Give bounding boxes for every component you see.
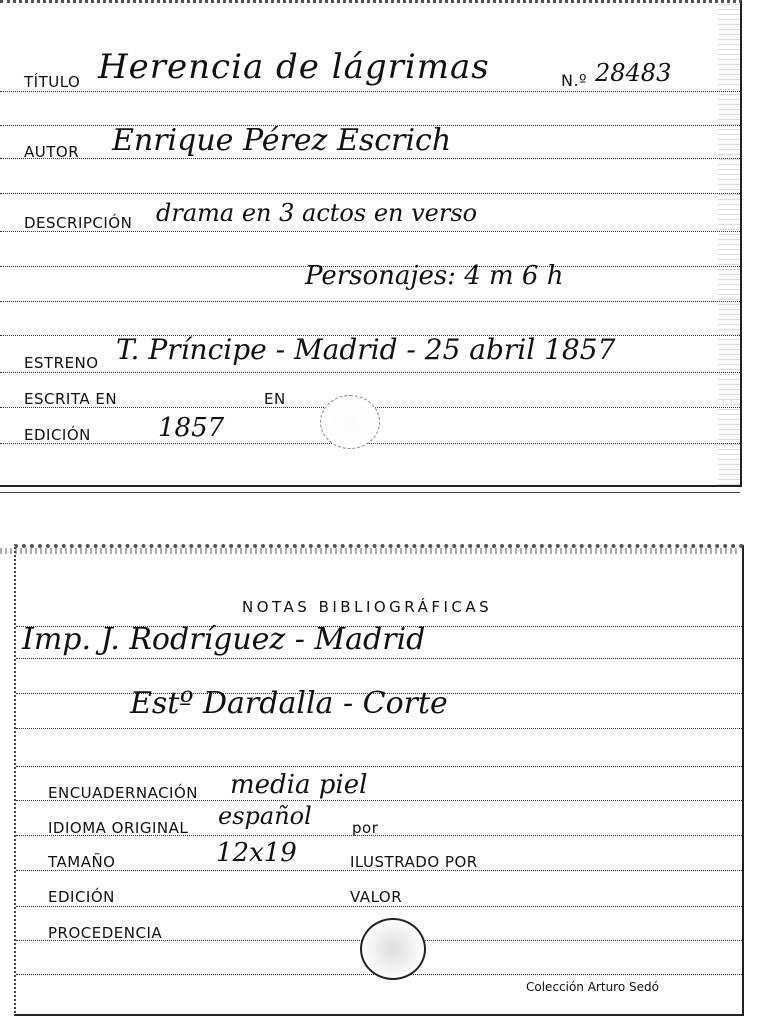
tamano-value: 12x19	[216, 838, 297, 868]
nota-1: Imp. J. Rodríguez - Madrid	[22, 622, 426, 657]
rule-line	[0, 301, 740, 302]
ink-stamp	[360, 918, 426, 980]
autor-label: AUTOR	[24, 143, 80, 161]
estreno-label: ESTRENO	[24, 354, 99, 372]
scan-noise	[718, 3, 740, 485]
encuadernacion-label: ENCUADERNACIÓN	[48, 784, 199, 802]
rule-line	[16, 728, 742, 729]
ilustrado-label: ILUSTRADO POR	[350, 853, 478, 871]
procedencia-label: PROCEDENCIA	[48, 924, 163, 942]
titulo-label: TÍTULO	[24, 73, 81, 91]
escrita-en-label: ESCRITA EN	[24, 390, 118, 408]
edicion-value: 1857	[158, 413, 225, 443]
edicion-label: EDICIÓN	[48, 888, 115, 906]
notas-heading: NOTAS BIBLIOGRÁFICAS	[242, 598, 493, 616]
valor-label: VALOR	[350, 888, 403, 906]
descripcion-label: DESCRIPCIÓN	[24, 214, 133, 232]
faded-stamp	[320, 395, 380, 449]
numero-value: 28483	[595, 59, 672, 87]
catalog-card-top	[0, 0, 742, 487]
rule-line	[0, 91, 740, 92]
estreno-value: T. Príncipe - Madrid - 25 abril 1857	[116, 333, 616, 366]
rule-line	[16, 658, 742, 659]
idioma-value: español	[218, 802, 312, 830]
collection-footer: Colección Arturo Sedó	[526, 980, 659, 994]
encuadernacion-value: media piel	[230, 770, 368, 800]
card-separator	[0, 492, 740, 493]
por-label: por	[352, 819, 379, 837]
rule-line	[0, 158, 740, 159]
idioma-label: IDIOMA ORIGINAL	[48, 819, 189, 837]
rule-line	[0, 443, 740, 444]
descripcion-value: drama en 3 actos en verso	[156, 199, 478, 227]
titulo-value: Herencia de lágrimas	[98, 47, 490, 87]
rule-line	[16, 906, 742, 907]
personajes-value: Personajes: 4 m 6 h	[305, 261, 564, 291]
numero-label: N.º	[561, 71, 588, 90]
rule-line	[16, 766, 742, 767]
rule-line	[0, 372, 740, 373]
catalog-card-bottom	[14, 544, 744, 1016]
rule-line	[0, 193, 740, 194]
autor-value: Enrique Pérez Escrich	[112, 123, 452, 158]
en-label: EN	[264, 390, 286, 408]
edicion-label: EDICIÓN	[24, 426, 91, 444]
nota-2: Estº Dardalla - Corte	[130, 686, 448, 721]
tamano-label: TAMAÑO	[48, 853, 116, 871]
